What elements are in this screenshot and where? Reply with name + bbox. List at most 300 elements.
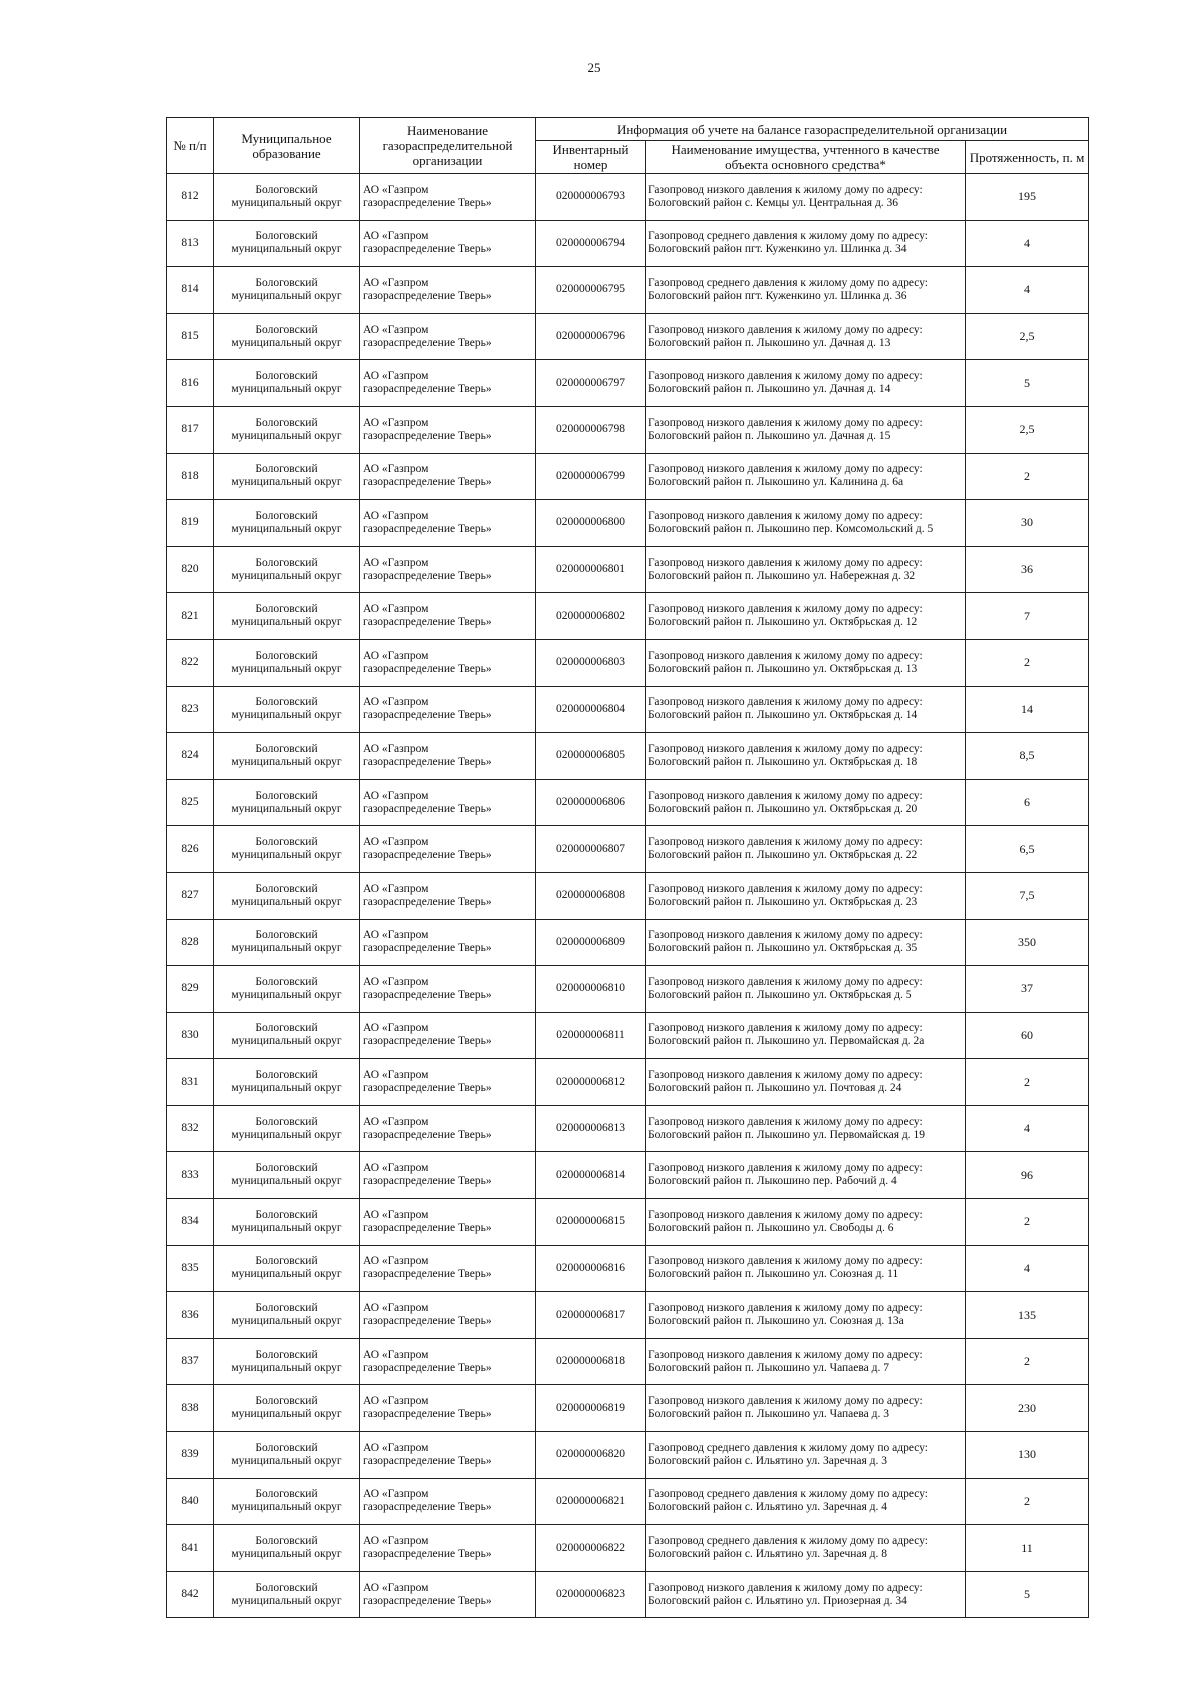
cell-description (646, 546, 966, 593)
cell-num (167, 1432, 214, 1479)
description-line-1: Газопровод низкого давления к жилому дому по адресу: (648, 1069, 923, 1082)
cell-inventory (536, 453, 646, 500)
inventory-number: 020000006798 (556, 423, 625, 436)
cell-length (966, 406, 1089, 453)
cell-length (966, 1385, 1089, 1432)
pipeline-length: 37 (1021, 981, 1033, 996)
table-row (167, 1152, 1089, 1199)
description-line-2: Бологовский район с. Ильятино ул. Приозерная д. 34 (648, 1594, 907, 1607)
cell-num (167, 1338, 214, 1385)
description-line-2: Бологовский район п. Лыкошино ул. Первомайская д. 19 (648, 1128, 925, 1141)
row-number: 817 (181, 423, 199, 436)
table-row (167, 406, 1089, 453)
inventory-number: 020000006809 (556, 935, 625, 948)
cell-description (646, 267, 966, 314)
cell-municipality (214, 267, 360, 314)
municipality-line-1: Бологовский (255, 882, 318, 895)
organization-line-1: АО «Газпром (363, 1348, 429, 1361)
cell-inventory (536, 174, 646, 221)
cell-num (167, 500, 214, 547)
cell-inventory (536, 360, 646, 407)
municipality-line-2: муниципальный округ (231, 802, 342, 815)
table-row (167, 1105, 1089, 1152)
cell-length (966, 453, 1089, 500)
cell-inventory (536, 1059, 646, 1106)
cell-inventory (536, 1571, 646, 1618)
cell-length (966, 500, 1089, 547)
pipeline-length: 230 (1018, 1400, 1036, 1415)
cell-num (167, 686, 214, 733)
municipality-line-2: муниципальный округ (231, 336, 342, 349)
organization-line-2: газораспределение Тверь» (363, 1315, 492, 1328)
municipality-line-2: муниципальный округ (231, 522, 342, 535)
cell-num (167, 1059, 214, 1106)
cell-description (646, 174, 966, 221)
row-number: 835 (181, 1261, 199, 1274)
municipality-line-2: муниципальный округ (231, 1082, 342, 1095)
municipality-line-2: муниципальный округ (231, 476, 342, 489)
municipality-line-2: муниципальный округ (231, 289, 342, 302)
cell-num (167, 174, 214, 221)
organization-line-2: газораспределение Тверь» (363, 1408, 492, 1421)
organization-line-2: газораспределение Тверь» (363, 1501, 492, 1514)
municipality-line-2: муниципальный округ (231, 709, 342, 722)
cell-description (646, 733, 966, 780)
organization-line-1: АО «Газпром (363, 323, 429, 336)
cell-length (966, 1292, 1089, 1339)
organization-line-1: АО «Газпром (363, 556, 429, 569)
municipality-line-2: муниципальный округ (231, 1175, 342, 1188)
inventory-number: 020000006819 (556, 1401, 625, 1414)
cell-inventory (536, 1478, 646, 1525)
municipality-line-1: Бологовский (255, 323, 318, 336)
cell-length (966, 639, 1089, 686)
cell-length (966, 1478, 1089, 1525)
cell-municipality (214, 546, 360, 593)
organization-line-2: газораспределение Тверь» (363, 1082, 492, 1095)
municipality-line-2: муниципальный округ (231, 1315, 342, 1328)
cell-description (646, 500, 966, 547)
table-row (167, 966, 1089, 1013)
municipality-line-2: муниципальный округ (231, 849, 342, 862)
cell-municipality (214, 1432, 360, 1479)
cell-inventory (536, 500, 646, 547)
table-row (167, 546, 1089, 593)
organization-line-2: газораспределение Тверь» (363, 243, 492, 256)
header-municipality: Муниципальное образование (214, 118, 360, 174)
description-line-2: Бологовский район п. Лыкошино ул. Октябрьская д. 22 (648, 849, 918, 862)
inventory-number: 020000006815 (556, 1215, 625, 1228)
row-number: 834 (181, 1215, 199, 1228)
municipality-line-1: Бологовский (255, 1348, 318, 1361)
cell-organization (360, 1012, 536, 1059)
municipality-line-2: муниципальный округ (231, 196, 342, 209)
cell-description (646, 779, 966, 826)
municipality-line-2: муниципальный округ (231, 383, 342, 396)
row-number: 840 (181, 1494, 199, 1507)
cell-num (167, 1571, 214, 1618)
header-organization: Наименование газораспределительной организации (360, 118, 536, 174)
municipality-line-1: Бологовский (255, 1115, 318, 1128)
cell-num (167, 639, 214, 686)
cell-description (646, 1059, 966, 1106)
organization-line-2: газораспределение Тверь» (363, 1548, 492, 1561)
cell-description (646, 966, 966, 1013)
organization-line-2: газораспределение Тверь» (363, 988, 492, 1001)
cell-num (167, 1478, 214, 1525)
municipality-line-1: Бологовский (255, 1581, 318, 1594)
organization-line-1: АО «Газпром (363, 603, 429, 616)
organization-line-2: газораспределение Тверь» (363, 1454, 492, 1467)
cell-length (966, 1338, 1089, 1385)
row-number: 821 (181, 609, 199, 622)
organization-line-1: АО «Газпром (363, 1022, 429, 1035)
cell-organization (360, 686, 536, 733)
cell-inventory (536, 733, 646, 780)
cell-municipality (214, 1385, 360, 1432)
table-row (167, 1478, 1089, 1525)
cell-inventory (536, 1338, 646, 1385)
cell-municipality (214, 733, 360, 780)
cell-length (966, 360, 1089, 407)
municipality-line-1: Бологовский (255, 789, 318, 802)
inventory-number: 020000006802 (556, 609, 625, 622)
description-line-1: Газопровод низкого давления к жилому дому по адресу: (648, 882, 923, 895)
description-line-1: Газопровод низкого давления к жилому дому по адресу: (648, 1395, 923, 1408)
cell-description (646, 1571, 966, 1618)
inventory-number: 020000006805 (556, 749, 625, 762)
cell-municipality (214, 919, 360, 966)
cell-description (646, 1478, 966, 1525)
pipeline-length: 8,5 (1019, 748, 1035, 763)
cell-length (966, 733, 1089, 780)
cell-organization (360, 546, 536, 593)
description-line-2: Бологовский район п. Лыкошино ул. Почтовая д. 24 (648, 1082, 902, 1095)
cell-municipality (214, 779, 360, 826)
cell-length (966, 1571, 1089, 1618)
cell-length (966, 872, 1089, 919)
description-line-1: Газопровод низкого давления к жилому дому по адресу: (648, 183, 923, 196)
description-line-2: Бологовский район п. Лыкошино пер. Комсомольский д. 5 (648, 522, 934, 535)
cell-organization (360, 779, 536, 826)
table-row (167, 1338, 1089, 1385)
description-line-2: Бологовский район п. Лыкошино ул. Союзная д. 13а (648, 1315, 904, 1328)
cell-description (646, 1432, 966, 1479)
table-header (167, 118, 1089, 174)
inventory-number: 020000006804 (556, 702, 625, 715)
cell-num (167, 313, 214, 360)
organization-line-1: АО «Газпром (363, 183, 429, 196)
organization-line-1: АО «Газпром (363, 789, 429, 802)
cell-description (646, 313, 966, 360)
organization-line-1: АО «Газпром (363, 370, 429, 383)
pipeline-length: 11 (1021, 1540, 1033, 1555)
organization-line-1: АО «Газпром (363, 975, 429, 988)
cell-municipality (214, 826, 360, 873)
description-line-1: Газопровод низкого давления к жилому дому по адресу: (648, 1022, 923, 1035)
cell-length (966, 593, 1089, 640)
organization-line-2: газораспределение Тверь» (363, 1361, 492, 1374)
cell-num (167, 593, 214, 640)
organization-line-2: газораспределение Тверь» (363, 1175, 492, 1188)
cell-description (646, 406, 966, 453)
organization-line-2: газораспределение Тверь» (363, 895, 492, 908)
description-line-2: Бологовский район п. Лыкошино ул. Октябрьская д. 12 (648, 616, 918, 629)
organization-line-1: АО «Газпром (363, 1069, 429, 1082)
cell-length (966, 313, 1089, 360)
description-line-2: Бологовский район п. Лыкошино ул. Набережная д. 32 (648, 569, 916, 582)
cell-length (966, 267, 1089, 314)
description-line-1: Газопровод низкого давления к жилому дому по адресу: (648, 1302, 923, 1315)
cell-organization (360, 593, 536, 640)
description-line-1: Газопровод среднего давления к жилому дому по адресу: (648, 276, 929, 289)
row-number: 836 (181, 1308, 199, 1321)
municipality-line-2: муниципальный округ (231, 662, 342, 675)
cell-organization (360, 453, 536, 500)
pipeline-length: 2,5 (1019, 329, 1035, 344)
cell-length (966, 174, 1089, 221)
cell-organization (360, 1059, 536, 1106)
cell-length (966, 1152, 1089, 1199)
pipeline-length: 4 (1024, 282, 1030, 297)
table-row (167, 1432, 1089, 1479)
cell-inventory (536, 686, 646, 733)
description-line-1: Газопровод низкого давления к жилому дому по адресу: (648, 975, 923, 988)
table-row (167, 313, 1089, 360)
cell-description (646, 919, 966, 966)
inventory-number: 020000006821 (556, 1494, 625, 1507)
pipeline-length: 2,5 (1019, 422, 1035, 437)
description-line-2: Бологовский район с. Ильятино ул. Заречная д. 3 (648, 1454, 888, 1467)
inventory-number: 020000006800 (556, 516, 625, 529)
cell-length (966, 919, 1089, 966)
cell-organization (360, 919, 536, 966)
cell-num (167, 872, 214, 919)
municipality-line-1: Бологовский (255, 370, 318, 383)
cell-organization (360, 1571, 536, 1618)
description-line-1: Газопровод низкого давления к жилому дому по адресу: (648, 1348, 923, 1361)
cell-inventory (536, 1385, 646, 1432)
cell-num (167, 453, 214, 500)
cell-organization (360, 826, 536, 873)
organization-line-1: АО «Газпром (363, 416, 429, 429)
description-line-2: Бологовский район п. Лыкошино ул. Чапаева д. 3 (648, 1408, 890, 1421)
description-line-1: Газопровод низкого давления к жилому дому по адресу: (648, 416, 923, 429)
description-line-1: Газопровод среднего давления к жилому дому по адресу: (648, 1535, 929, 1548)
municipality-line-1: Бологовский (255, 556, 318, 569)
pipeline-length: 130 (1018, 1447, 1036, 1462)
cell-description (646, 639, 966, 686)
row-number: 822 (181, 656, 199, 669)
municipality-line-1: Бологовский (255, 1395, 318, 1408)
description-line-2: Бологовский район п. Лыкошино ул. Дачная д. 15 (648, 429, 891, 442)
row-number: 842 (181, 1588, 199, 1601)
organization-line-1: АО «Газпром (363, 649, 429, 662)
cell-municipality (214, 1478, 360, 1525)
organization-line-2: газораспределение Тверь» (363, 289, 492, 302)
organization-line-2: газораспределение Тверь» (363, 942, 492, 955)
pipeline-length: 4 (1024, 235, 1030, 250)
description-line-2: Бологовский район п. Лыкошино ул. Октябрьская д. 5 (648, 988, 912, 1001)
cell-municipality (214, 1152, 360, 1199)
cell-inventory (536, 267, 646, 314)
municipality-line-1: Бологовский (255, 183, 318, 196)
cell-length (966, 1432, 1089, 1479)
table-row (167, 779, 1089, 826)
table-body (167, 174, 1089, 1618)
municipality-line-1: Бологовский (255, 1208, 318, 1221)
description-line-1: Газопровод среднего давления к жилому дому по адресу: (648, 230, 929, 243)
pipeline-length: 14 (1021, 701, 1033, 716)
municipality-line-1: Бологовский (255, 975, 318, 988)
cell-municipality (214, 406, 360, 453)
cell-inventory (536, 1525, 646, 1572)
row-number: 819 (181, 516, 199, 529)
pipeline-length: 4 (1024, 1260, 1030, 1275)
row-number: 841 (181, 1541, 199, 1554)
row-number: 824 (181, 749, 199, 762)
cell-inventory (536, 639, 646, 686)
organization-line-1: АО «Газпром (363, 1441, 429, 1454)
description-line-1: Газопровод низкого давления к жилому дому по адресу: (648, 929, 923, 942)
municipality-line-2: муниципальный округ (231, 1035, 342, 1048)
pipeline-length: 7 (1024, 608, 1030, 623)
inventory-number: 020000006820 (556, 1448, 625, 1461)
municipality-line-2: муниципальный округ (231, 1501, 342, 1514)
description-line-2: Бологовский район п. Лыкошино ул. Дачная д. 14 (648, 383, 891, 396)
organization-line-1: АО «Газпром (363, 1208, 429, 1221)
description-line-1: Газопровод среднего давления к жилому дому по адресу: (648, 1441, 929, 1454)
cell-length (966, 1199, 1089, 1246)
row-number: 813 (181, 236, 199, 249)
table-row (167, 1012, 1089, 1059)
description-line-2: Бологовский район с. Ильятино ул. Заречная д. 8 (648, 1548, 888, 1561)
cell-num (167, 1012, 214, 1059)
inventory-number: 020000006816 (556, 1261, 625, 1274)
inventory-number: 020000006807 (556, 842, 625, 855)
municipality-line-1: Бологовский (255, 1022, 318, 1035)
description-line-2: Бологовский район п. Лыкошино ул. Октябрьская д. 23 (648, 895, 918, 908)
inventory-number: 020000006811 (556, 1028, 625, 1041)
municipality-line-2: муниципальный округ (231, 755, 342, 768)
organization-line-2: газораспределение Тверь» (363, 1221, 492, 1234)
cell-inventory (536, 826, 646, 873)
cell-inventory (536, 1105, 646, 1152)
cell-municipality (214, 872, 360, 919)
cell-municipality (214, 500, 360, 547)
organization-line-1: АО «Газпром (363, 1302, 429, 1315)
header-length: Протяженность, п. м (966, 141, 1089, 174)
cell-inventory (536, 593, 646, 640)
cell-inventory (536, 546, 646, 593)
cell-organization (360, 406, 536, 453)
description-line-2: Бологовский район п. Лыкошино ул. Калинина д. 6а (648, 476, 904, 489)
cell-length (966, 1059, 1089, 1106)
pipeline-length: 96 (1021, 1167, 1033, 1182)
row-number: 826 (181, 842, 199, 855)
municipality-line-1: Бологовский (255, 1069, 318, 1082)
organization-line-2: газораспределение Тверь» (363, 709, 492, 722)
cell-num (167, 1199, 214, 1246)
cell-inventory (536, 1152, 646, 1199)
pipeline-length: 2 (1024, 655, 1030, 670)
table-row (167, 1059, 1089, 1106)
pipeline-length: 2 (1024, 1493, 1030, 1508)
inventory-number: 020000006806 (556, 796, 625, 809)
cell-organization (360, 966, 536, 1013)
cell-inventory (536, 313, 646, 360)
municipality-line-2: муниципальный округ (231, 1268, 342, 1281)
header-num: № п/п (167, 118, 214, 174)
cell-length (966, 966, 1089, 1013)
cell-num (167, 966, 214, 1013)
cell-length (966, 1105, 1089, 1152)
cell-num (167, 220, 214, 267)
inventory-number: 020000006801 (556, 563, 625, 576)
municipality-line-1: Бологовский (255, 416, 318, 429)
pipeline-length: 6 (1024, 795, 1030, 810)
municipality-line-1: Бологовский (255, 649, 318, 662)
cell-length (966, 1245, 1089, 1292)
municipality-line-1: Бологовский (255, 603, 318, 616)
cell-inventory (536, 1292, 646, 1339)
municipality-line-1: Бологовский (255, 230, 318, 243)
row-number: 832 (181, 1122, 199, 1135)
description-line-1: Газопровод низкого давления к жилому дому по адресу: (648, 323, 923, 336)
cell-municipality (214, 1525, 360, 1572)
pipeline-length: 6,5 (1019, 841, 1035, 856)
cell-municipality (214, 174, 360, 221)
organization-line-2: газораспределение Тверь» (363, 616, 492, 629)
row-number: 820 (181, 563, 199, 576)
cell-length (966, 686, 1089, 733)
table-row (167, 360, 1089, 407)
cell-organization (360, 1478, 536, 1525)
organization-line-2: газораспределение Тверь» (363, 569, 492, 582)
row-number: 814 (181, 283, 199, 296)
description-line-1: Газопровод низкого давления к жилому дому по адресу: (648, 509, 923, 522)
header-inventory: Инвентарный номер (536, 141, 646, 174)
organization-line-1: АО «Газпром (363, 230, 429, 243)
municipality-line-1: Бологовский (255, 1441, 318, 1454)
cell-num (167, 779, 214, 826)
table-row (167, 220, 1089, 267)
cell-municipality (214, 639, 360, 686)
cell-length (966, 1525, 1089, 1572)
row-number: 831 (181, 1075, 199, 1088)
organization-line-1: АО «Газпром (363, 882, 429, 895)
table-row (167, 1199, 1089, 1246)
cell-inventory (536, 872, 646, 919)
description-line-1: Газопровод среднего давления к жилому дому по адресу: (648, 1488, 929, 1501)
municipality-line-1: Бологовский (255, 696, 318, 709)
inventory-number: 020000006818 (556, 1355, 625, 1368)
organization-line-2: газораспределение Тверь» (363, 755, 492, 768)
cell-num (167, 733, 214, 780)
pipeline-length: 5 (1024, 1587, 1030, 1602)
organization-line-1: АО «Газпром (363, 742, 429, 755)
organization-line-1: АО «Газпром (363, 1115, 429, 1128)
cell-num (167, 1152, 214, 1199)
municipality-line-1: Бологовский (255, 929, 318, 942)
cell-num (167, 1385, 214, 1432)
organization-line-2: газораспределение Тверь» (363, 336, 492, 349)
description-line-1: Газопровод низкого давления к жилому дому по адресу: (648, 556, 923, 569)
description-line-1: Газопровод низкого давления к жилому дому по адресу: (648, 603, 923, 616)
organization-line-1: АО «Газпром (363, 1395, 429, 1408)
cell-length (966, 546, 1089, 593)
cell-organization (360, 500, 536, 547)
